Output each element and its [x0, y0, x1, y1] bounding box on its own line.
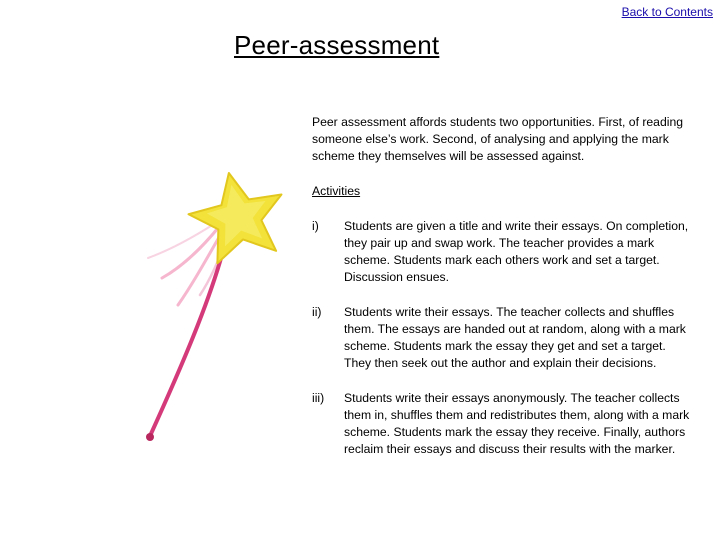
page-title: Peer-assessment: [234, 30, 440, 60]
activities-heading: Activities: [312, 184, 361, 198]
activity-number: i): [312, 219, 319, 233]
content-panel: [312, 114, 692, 458]
activity-item: [312, 304, 692, 372]
activity-number: iii): [312, 391, 325, 405]
back-to-contents-link[interactable]: Back to Contents: [621, 5, 713, 19]
activity-text: Students are given a title and write their essays. On completion, they pair up and swap work. The teacher provides a mark scheme. Students mark each others work and set a target. Discussion ensues.: [344, 219, 689, 284]
star-wand-icon: [140, 150, 310, 450]
activity-item: [312, 390, 692, 458]
activity-text: Students write their essays anonymously. The teacher collects them in, shuffles them and redistributes them, along with a mark scheme. Students mark the essay they receive. Finally, authors reclaim their essays and discuss their results with the marker.: [344, 391, 690, 456]
activity-item: [312, 218, 692, 286]
intro-paragraph: Peer assessment affords students two opportunities. First, of reading someone else’s work. Second, of analysing and applying the mark scheme they themselves will be assessed against.: [312, 115, 684, 163]
activity-text: Students write their essays. The teacher collects and shuffles them. The essays are handed out at random, along with a mark scheme. Students mark the essay they get and set a target. They then seek out the author and explain their decisions.: [344, 305, 686, 370]
activity-number: ii): [312, 305, 322, 319]
